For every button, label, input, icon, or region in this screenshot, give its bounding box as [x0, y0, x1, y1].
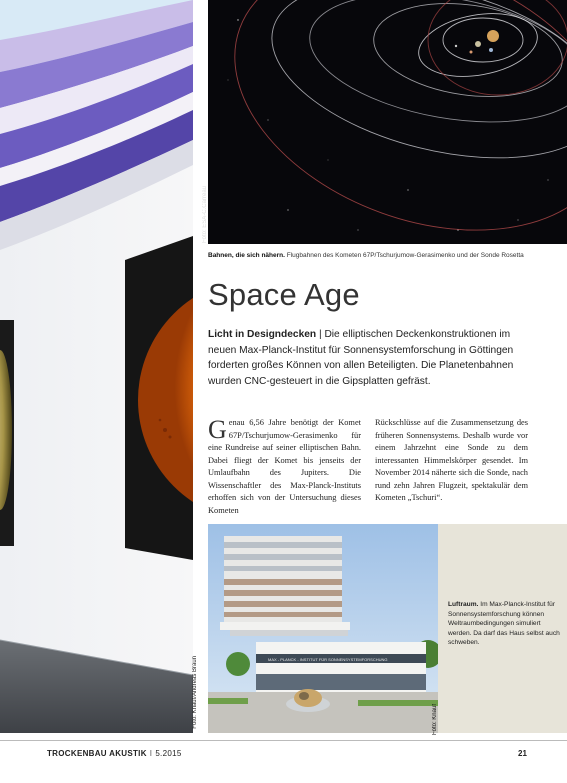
issue-number: 5.2015	[155, 749, 182, 758]
interior-photo	[0, 0, 198, 733]
article-title: Space Age	[208, 277, 360, 312]
building-photo	[208, 524, 438, 736]
footer-magazine	[47, 749, 182, 758]
side-caption-heading: Luftraum.	[448, 601, 479, 608]
building-photo-caption	[448, 600, 560, 648]
building-sign: MAX - PLANCK - INSTITUT FÜR SONNENSYSTEMFORSCHUNG	[268, 657, 388, 662]
body-text-1: enau 6,56 Jahre benötigt der Komet 67P/Tschurjumow-Gerasimenko für eine Rundreise auf seiner elliptischen Bahn. Dabei fliegt der Komet bis jenseits der Umlaufbahn des Jupiters. Die Wissenschaftler des Max-Planck-Instituts erhoffen sich von der Untersuchung dieses Kometen	[208, 418, 361, 515]
footer-divider	[0, 740, 567, 741]
space-photo-caption	[208, 251, 560, 260]
space-orbit-photo	[202, 0, 567, 244]
caption-text: Flugbahnen des Kometen 67P/Tschurjumow-Gerasimenko und der Sonde Rosetta	[284, 252, 524, 259]
footer-separator: I	[149, 749, 153, 758]
photo-credit: Foto: Knauf/Andreas Braun	[192, 656, 198, 729]
lead-text: Die elliptischen Deckenkonstruktionen im neuen Max-Planck-Institut für Sonnensystemforschung in Göttingen forderten großes Können von allen Beteiligten. Die Planetenbahnen wurden CNC-gesteuert in die Gipsplatten gefräst.	[208, 329, 514, 387]
lead-separator: |	[316, 329, 325, 340]
magazine-name: TROCKENBAU AKUSTIK	[47, 749, 147, 758]
side-caption-text: Im Max-Planck-Institut für Sonnensystemforschung können Weltraumbedingungen simuliert werden. Da darf das Haus selbst auch schweben.	[448, 601, 560, 647]
drop-cap: G	[208, 415, 227, 444]
body-column-2	[375, 417, 528, 505]
body-text-2: Rückschlüsse auf die Zusammensetzung des früheren Sonnensystems. Deshalb wurde vor einem Jahrzehnt eine Sonde zu dem interessanten Himmelskörper gesendet. Im November 2014 näherte sich die Sonde, nach rund zehn Jahren Flugzeit, spektakulär dem Kometen „Tschuri“.	[375, 418, 528, 502]
page-number: 21	[518, 749, 527, 758]
photo-credit: Foto: Knauf	[432, 704, 438, 736]
lead-heading: Licht in Designdecken	[208, 329, 317, 340]
article-lead	[208, 327, 526, 389]
caption-heading: Bahnen, die sich nähern.	[208, 252, 285, 259]
photo-credit: Foto: ESA-C.Carreau	[202, 186, 208, 244]
body-column-1	[208, 417, 361, 517]
